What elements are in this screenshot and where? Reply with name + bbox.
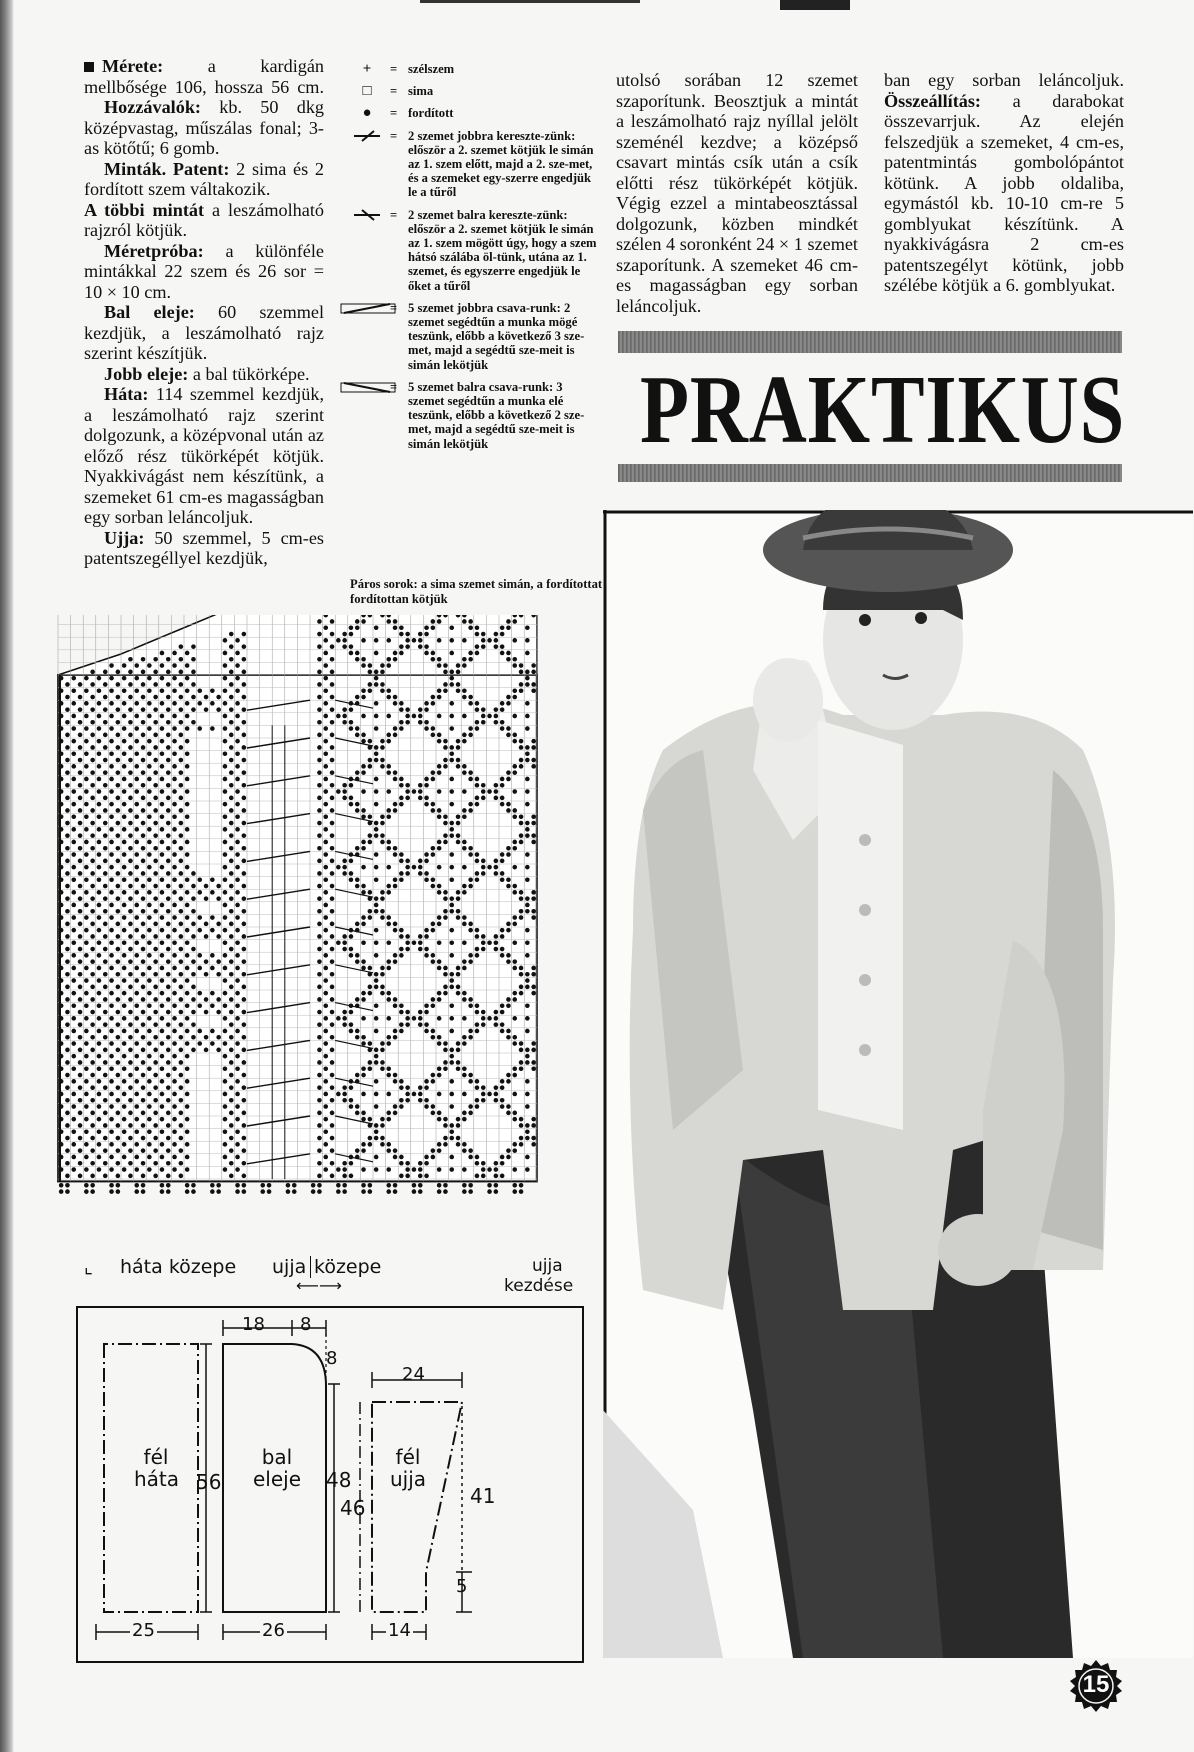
title-bar-top	[618, 331, 1122, 353]
mintak-label: Minták. Patent:	[104, 158, 230, 179]
square-icon: □	[362, 83, 372, 100]
plus-icon: +	[362, 61, 372, 77]
col4-lead-text: ban egy sorban leláncoljuk.	[884, 70, 1124, 90]
osszeallitas-label: Összeállítás:	[884, 90, 981, 111]
legend-item	[352, 380, 602, 451]
legend-text: 2 szemet balra kereszte-zünk: először a 2. szemet kötjük le simán az 1. szem mögött úgy, hogy a szem hátsó szálába öl-tünk, utána az 1. szemet, és egyszerre engedjük le őket a tűről	[408, 207, 597, 293]
dim-41: 41	[470, 1484, 496, 1508]
hata-label: Háta:	[104, 384, 149, 404]
cable-left-5-icon	[340, 380, 396, 397]
model-photo	[603, 510, 1193, 1658]
dim-18: 18	[242, 1314, 265, 1335]
ujja-kozepe-label-b: közepe	[310, 1256, 381, 1278]
osszeallitas-text: a darabokat összevarrjuk. Az elején felszedjük a szemeket, 4 cm-es, patentmintás gombolópántot kötünk. A jobb oldaliba, egymástól kb. 10-10 cm-re 5 gomblyukat készítünk. A nyakkivágásra 2 cm-es patentszegélyt kötünk, jobb szélébe kötjük a 6. gomblyukat.	[884, 90, 1124, 295]
fel-hata-label	[134, 1446, 178, 1490]
title-bar-bottom	[618, 464, 1122, 482]
legend-equals: =	[390, 84, 398, 99]
column-1	[84, 56, 324, 569]
dim-26: 26	[262, 1620, 285, 1641]
dot-icon: ●	[362, 105, 372, 122]
top-print-mark	[780, 0, 850, 10]
ujja-kezdese-label-b: kezdése	[504, 1276, 574, 1296]
fel-ujja-label	[386, 1446, 430, 1490]
hozzavalok-label: Hozzávalók:	[104, 97, 201, 117]
jobb-eleje-text: a bal tükörképe.	[192, 363, 310, 384]
fel-ujja-label-a: fél	[395, 1445, 421, 1469]
paros-sorok-note: Páros sorok: a sima szemet simán, a fordítottat fordítottan kötjük	[350, 577, 603, 606]
dim-48: 48	[326, 1468, 352, 1492]
dim-8-top: 8	[300, 1314, 312, 1335]
dim-25: 25	[132, 1620, 155, 1641]
fel-hata-label-b: háta	[134, 1467, 180, 1491]
legend-equals: =	[390, 300, 398, 315]
ujja-kezdese-label-a: ujja	[532, 1256, 563, 1276]
legend-text: fordított	[408, 106, 454, 121]
knitting-chart-grid	[54, 615, 588, 1255]
legend-equals: =	[390, 207, 398, 222]
tobbi-label: A többi mintát	[84, 199, 205, 220]
legend-text: 5 szemet jobbra csava-runk: 2 szemet segédtűn a munka mögé teszünk, előbb a következő 3 sze-met, majd a segédtű sze-meit is simán lekötjük	[408, 300, 585, 372]
arrow-left-icon: ⌞	[84, 1256, 93, 1278]
dim-46: 46	[340, 1496, 366, 1520]
bal-eleje-shape-label	[252, 1446, 302, 1490]
bal-eleje-label: Bal eleje:	[104, 302, 195, 322]
bal-eleje-text: 60 szemmel kezdjük, a leszámolható rajz szerint készítjük.	[84, 302, 324, 363]
legend-text: szélszem	[408, 62, 455, 76]
legend-equals: =	[390, 128, 398, 143]
dim-24: 24	[402, 1364, 425, 1385]
merete-text: a kardigán mellbősége 106, hossza 56 cm.	[84, 56, 325, 97]
legend-equals: =	[390, 106, 398, 121]
tobbi-text: a leszámolható rajzról kötjük.	[84, 199, 324, 240]
chart-axis-labels	[84, 1256, 604, 1296]
double-arrow-icon: ⟵⟶	[296, 1276, 342, 1295]
hata-text: 114 szemmel kezdjük, a leszámolható rajz szerint dolgozunk, a középvonal után az előző rész tükörképét kötjük. Nyakkivágást nem készítünk, a szemeket 61 cm-es magasságban egy sorban leláncoljuk.	[84, 384, 324, 527]
legend-equals: =	[390, 379, 398, 394]
garment-schematic	[76, 1306, 584, 1663]
hozzavalok-text: kb. 50 dkg középvastag, műszálas fonal; 3-as kötőtű; 6 gomb.	[84, 97, 324, 158]
bal-eleje-shape-label-b: eleje	[252, 1467, 302, 1491]
bal-eleje-shape-label-a: bal	[261, 1445, 293, 1469]
legend-item	[352, 129, 602, 200]
top-print-rule	[420, 0, 640, 3]
legend-item	[352, 106, 602, 120]
cross-right-2-icon	[352, 129, 382, 146]
dim-8-side: 8	[326, 1348, 338, 1369]
legend-item	[352, 62, 602, 76]
cable-right-5-icon	[340, 301, 396, 318]
symbol-legend	[352, 62, 602, 459]
dim-56: 56	[196, 1470, 222, 1494]
page-edge-shadow	[0, 0, 14, 1752]
legend-equals: =	[390, 62, 398, 76]
meretproba-text: a különféle mintákkal 22 szem és 26 sor = 10 × 10 cm.	[84, 240, 324, 302]
jobb-eleje-label: Jobb eleje:	[104, 363, 189, 384]
page-number-badge	[1070, 1660, 1122, 1712]
hata-kozepe-label: háta közepe	[120, 1256, 237, 1278]
legend-item	[352, 301, 602, 372]
knitting-chart	[54, 615, 588, 1255]
bullet-square-icon	[84, 62, 94, 72]
legend-text: 5 szemet balra csava-runk: 3 szemet segédtűn a munka elé teszünk, előbb a következő 2 sze-met, majd a segédtű sze-meit is simán lekötjük	[408, 379, 585, 451]
dim-14: 14	[388, 1620, 411, 1641]
mintak-text: 2 sima és 2 fordított szem váltakozik.	[84, 158, 324, 199]
merete-label: Mérete:	[102, 56, 164, 76]
meretproba-label: Méretpróba:	[104, 240, 204, 261]
column-4	[884, 70, 1124, 296]
fel-ujja-label-b: ujja	[389, 1467, 427, 1491]
page-number: 15	[1082, 1671, 1110, 1698]
legend-text: 2 szemet jobbra kereszte-zünk: először a 2. szemet kötjük le simán az 1. szem előtt, majd a 2. sze-met, és a szemeket egy-szerre engedjük le a tűről	[408, 128, 594, 200]
column-3: utolsó sorában 12 szemet szaporítunk. Beosztjuk a mintát a leszámolható rajz nyíllal jelölt szeménél kezdve; a középső csavart mintás csík után a csík előtti rész tükörképét kötjük. Végig ezzel a mintabeosztással dolgozunk, közben mindkét szélen 4 soronként 24 × 1 szemet szaporítunk. A szemeket 46 cm-es magasságban egy sorban leláncoljuk.	[616, 70, 858, 316]
ujja-kozepe-label-a: ujja	[272, 1256, 307, 1278]
ujja-text: 50 szemmel, 5 cm-es patentszegéllyel kezdjük,	[84, 527, 324, 568]
legend-text: sima	[408, 84, 434, 99]
fel-hata-label-a: fél	[143, 1445, 169, 1469]
legend-item	[352, 84, 602, 98]
article-title: PRAKTIKUS	[640, 356, 1126, 464]
cross-left-2-icon	[352, 208, 382, 225]
legend-item	[352, 208, 602, 293]
ujja-label: Ujja:	[104, 527, 145, 548]
model-photo-image	[603, 510, 1193, 1658]
dim-5: 5	[456, 1576, 468, 1597]
